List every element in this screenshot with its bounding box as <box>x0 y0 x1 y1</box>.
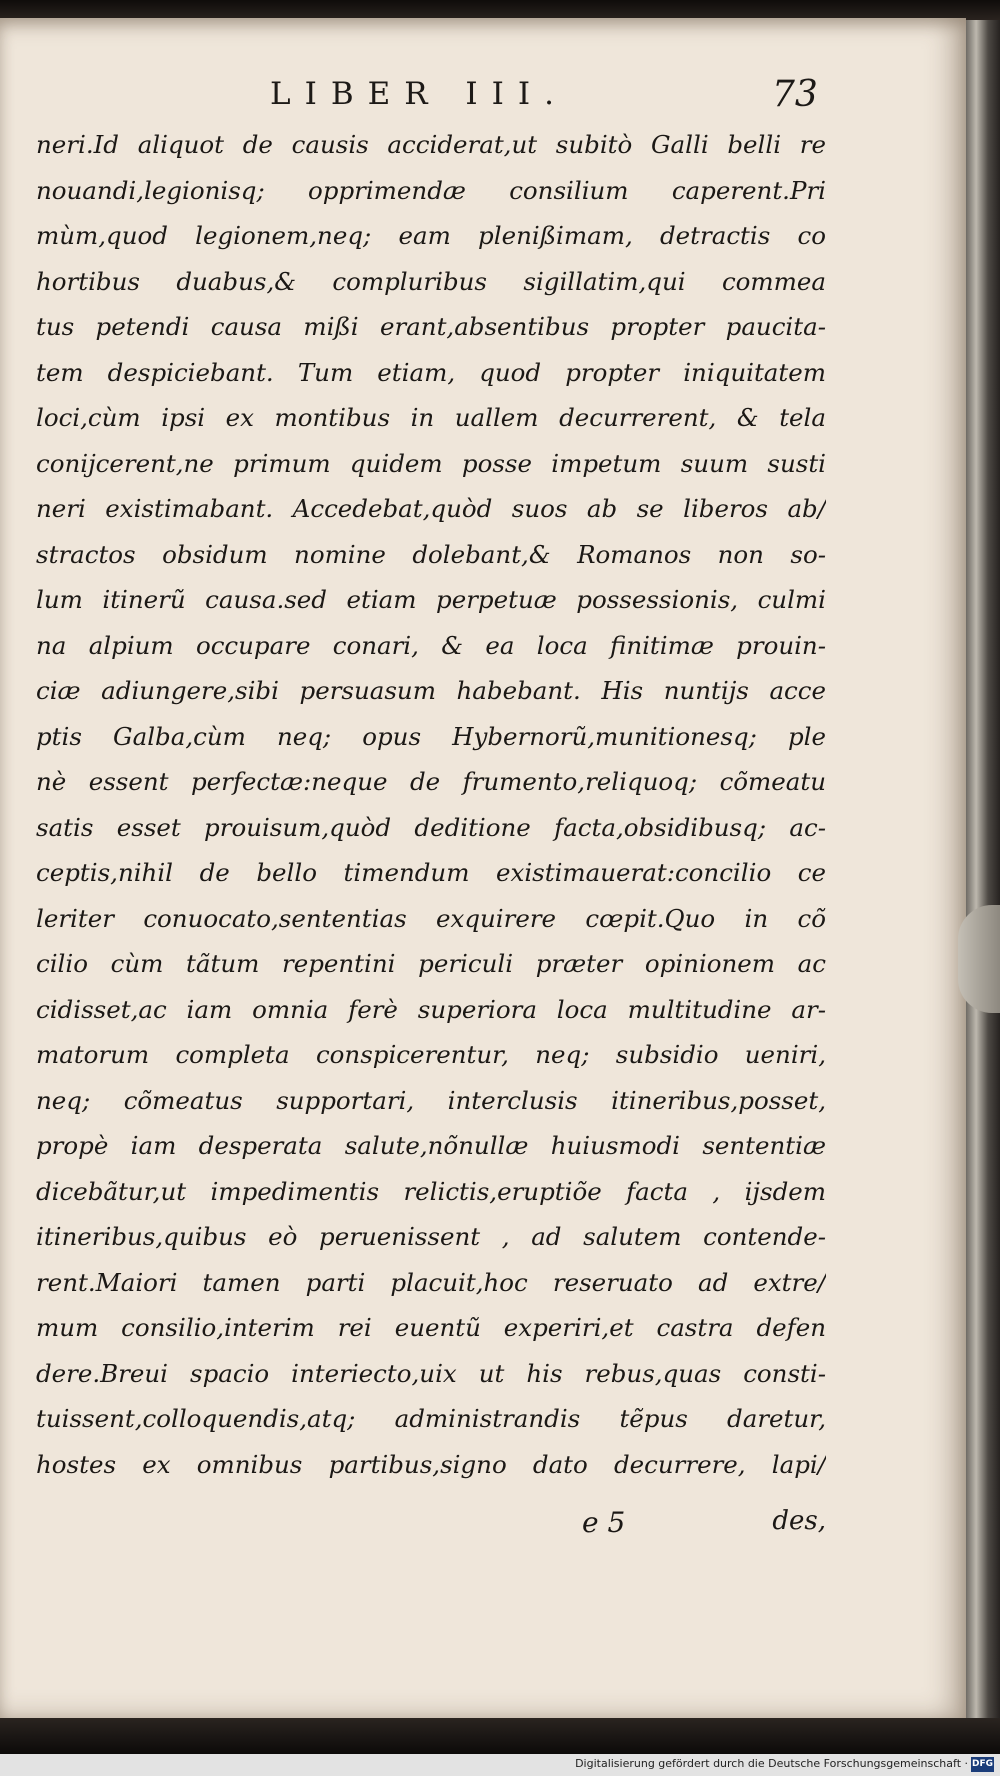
page-foot <box>36 1506 826 1550</box>
text-line: leriter conuocato,sententias exquirere cœpit.Quo in cõ <box>36 903 826 933</box>
text-line: cidisset,ac iam omnia ferè superiora loca multitudine ar- <box>36 994 826 1024</box>
text-line: neri existimabant. Accedebat,quòd suos ab se liberos ab/ <box>36 494 826 523</box>
book-page-edge <box>966 20 1000 1720</box>
text-line: conijcerent,ne primum quidem posse impetum suum susti <box>36 448 826 478</box>
text-line: nè essent perfectæ:neque de frumento,reliquoq; cõmeatu <box>36 767 826 796</box>
text-line: neri.Id aliquot de causis acciderat,ut subitò Galli belli re <box>36 130 826 159</box>
scan-credit: Digitalisierung gefördert durch die Deutsche Forschungsgemeinschaft · <box>575 1757 968 1770</box>
text-line: matorum completa conspicerentur, neq; subsidio ueniri, <box>36 1040 826 1069</box>
text-line: nouandi,legionisq; opprimendæ consilium caperent.Pri <box>36 175 826 205</box>
book-page <box>0 18 966 1718</box>
text-line: ptis Galba,cùm neq; opus Hybernorũ,munitionesq; ple <box>36 721 826 751</box>
text-line: neq; cõmeatus supportari, interclusis itineribus,posset, <box>36 1085 826 1115</box>
text-line: dere.Breui spacio interiecto,uix ut his rebus,quas consti- <box>36 1358 826 1388</box>
text-line: tem despiciebant. Tum etiam, quod propter iniquitatem <box>36 357 826 387</box>
text-line: lum itinerũ causa.sed etiam perpetuæ possessionis, culmi <box>36 585 826 614</box>
text-block <box>36 122 826 1487</box>
running-head: LIBER III. <box>270 76 569 112</box>
signature-mark: e 5 <box>582 1506 626 1539</box>
text-line: na alpium occupare conari, & ea loca finitimæ prouin- <box>36 630 826 660</box>
book-clasp-tab <box>958 905 1000 1013</box>
dfg-logo: DFG <box>971 1757 994 1772</box>
text-line: stractos obsidum nomine dolebant,& Romanos non so- <box>36 539 826 569</box>
text-line: ceptis,nihil de bello timendum existimauerat:concilio ce <box>36 858 826 887</box>
text-line: tus petendi causa mißi erant,absentibus propter paucita- <box>36 312 826 341</box>
text-line: mùm,quod legionem,neq; eam plenißimam, detractis co <box>36 221 826 250</box>
text-line: propè iam desperata salute,nõnullæ huiusmodi sententiæ <box>36 1131 826 1160</box>
text-line: hostes ex omnibus partibus,signo dato decurrere, lapi/ <box>36 1449 826 1479</box>
text-line: rent.Maiori tamen parti placuit,hoc reseruato ad extre/ <box>36 1267 826 1297</box>
text-line: satis esset prouisum,quòd deditione facta,obsidibusq; ac- <box>36 812 826 842</box>
text-line: mum consilio,interim rei euentũ experiri,et castra defen <box>36 1313 826 1342</box>
scan-bottom-border <box>0 1718 1000 1754</box>
catchword: des, <box>772 1506 826 1536</box>
text-line: hortibus duabus,& compluribus sigillatim,qui commea <box>36 266 826 296</box>
text-line: dicebãtur,ut impedimentis relictis,eruptiõe facta , ijsdem <box>36 1176 826 1206</box>
text-line: itineribus,quibus eò peruenissent , ad salutem contende- <box>36 1222 826 1251</box>
text-line: cilio cùm tãtum repentini periculi præter opinionem ac <box>36 949 826 978</box>
text-line: loci,cùm ipsi ex montibus in uallem decurrerent, & tela <box>36 403 826 432</box>
page-number: 73 <box>772 74 818 115</box>
text-line: ciæ adiungere,sibi persuasum habebant. His nuntijs acce <box>36 676 826 705</box>
text-line: tuissent,colloquendis,atq; administrandis tẽpus daretur, <box>36 1404 826 1433</box>
